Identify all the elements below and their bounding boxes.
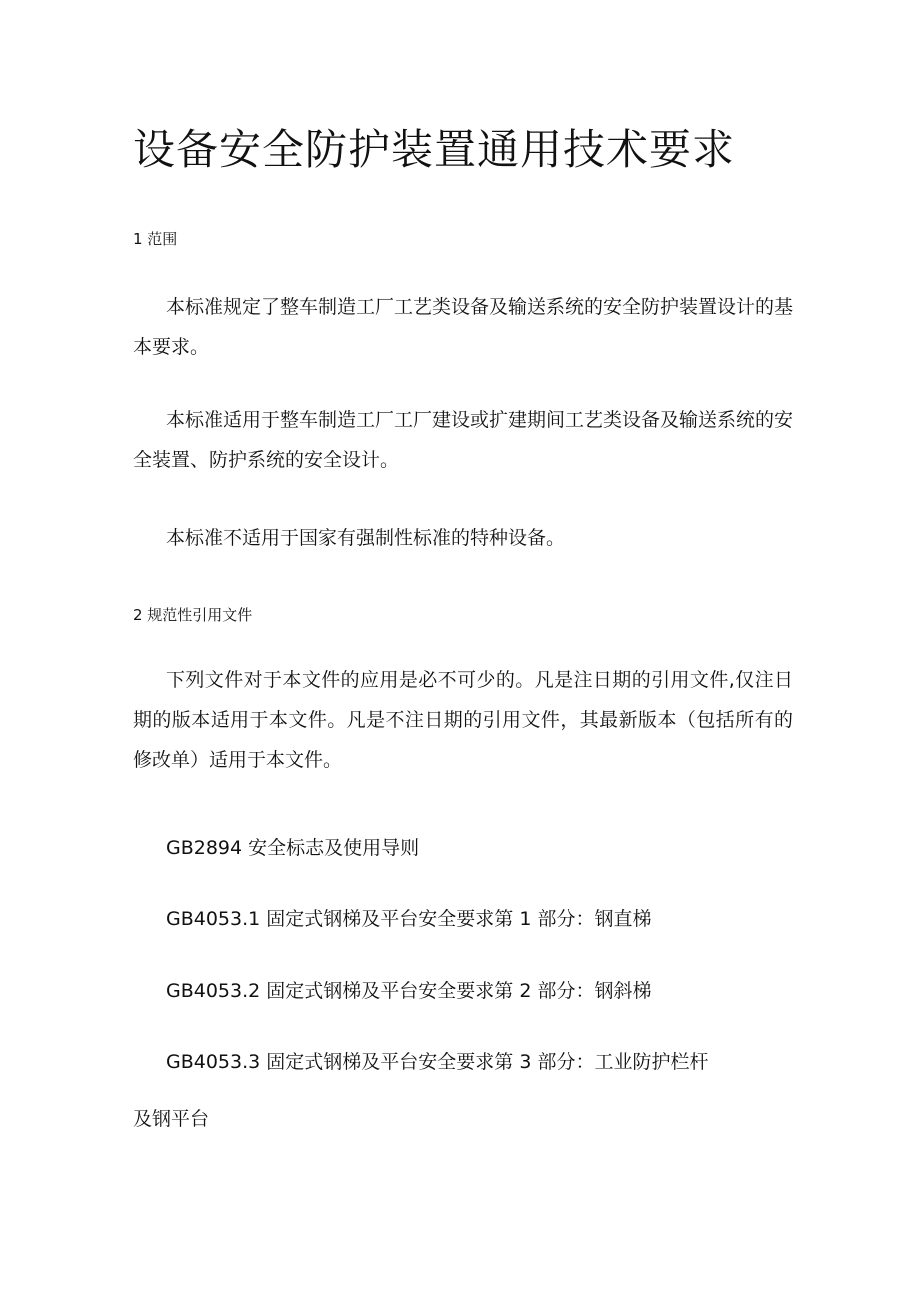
scope-paragraph-2: 本标准适用于整车制造工厂工厂建设或扩建期间工艺类设备及输送系统的安全装置、防护系统的安全设计。 — [133, 409, 794, 471]
reference-item-continuation: 及钢平台 — [133, 1108, 210, 1130]
scope-paragraph-1: 本标准规定了整车制造工厂工艺类设备及输送系统的安全防护装置设计的基本要求。 — [133, 296, 794, 358]
references-intro-paragraph: 下列文件对于本文件的应用是必不可少的。凡是注日期的引用文件,仅注日期的版本适用于本文件。凡是不注日期的引用文件，其最新版本（包括所有的修改单）适用于本文件。 — [133, 669, 793, 771]
document-title: 设备安全防护装置通用技术要求 — [133, 125, 736, 174]
scope-paragraph-3: 本标准不适用于国家有强制性标准的特种设备。 — [166, 527, 566, 549]
reference-item: GB2894 安全标志及使用导则 — [166, 837, 420, 859]
section-heading-scope: 1 范围 — [133, 230, 178, 248]
reference-item: GB4053.2 固定式钢梯及平台安全要求第 2 部分：钢斜梯 — [166, 980, 652, 1002]
reference-item: GB4053.1 固定式钢梯及平台安全要求第 1 部分：钢直梯 — [166, 908, 652, 930]
reference-item: GB4053.3 固定式钢梯及平台安全要求第 3 部分：工业防护栏杆 — [166, 1051, 709, 1073]
section-heading-normative-references: 2 规范性引用文件 — [133, 606, 253, 624]
